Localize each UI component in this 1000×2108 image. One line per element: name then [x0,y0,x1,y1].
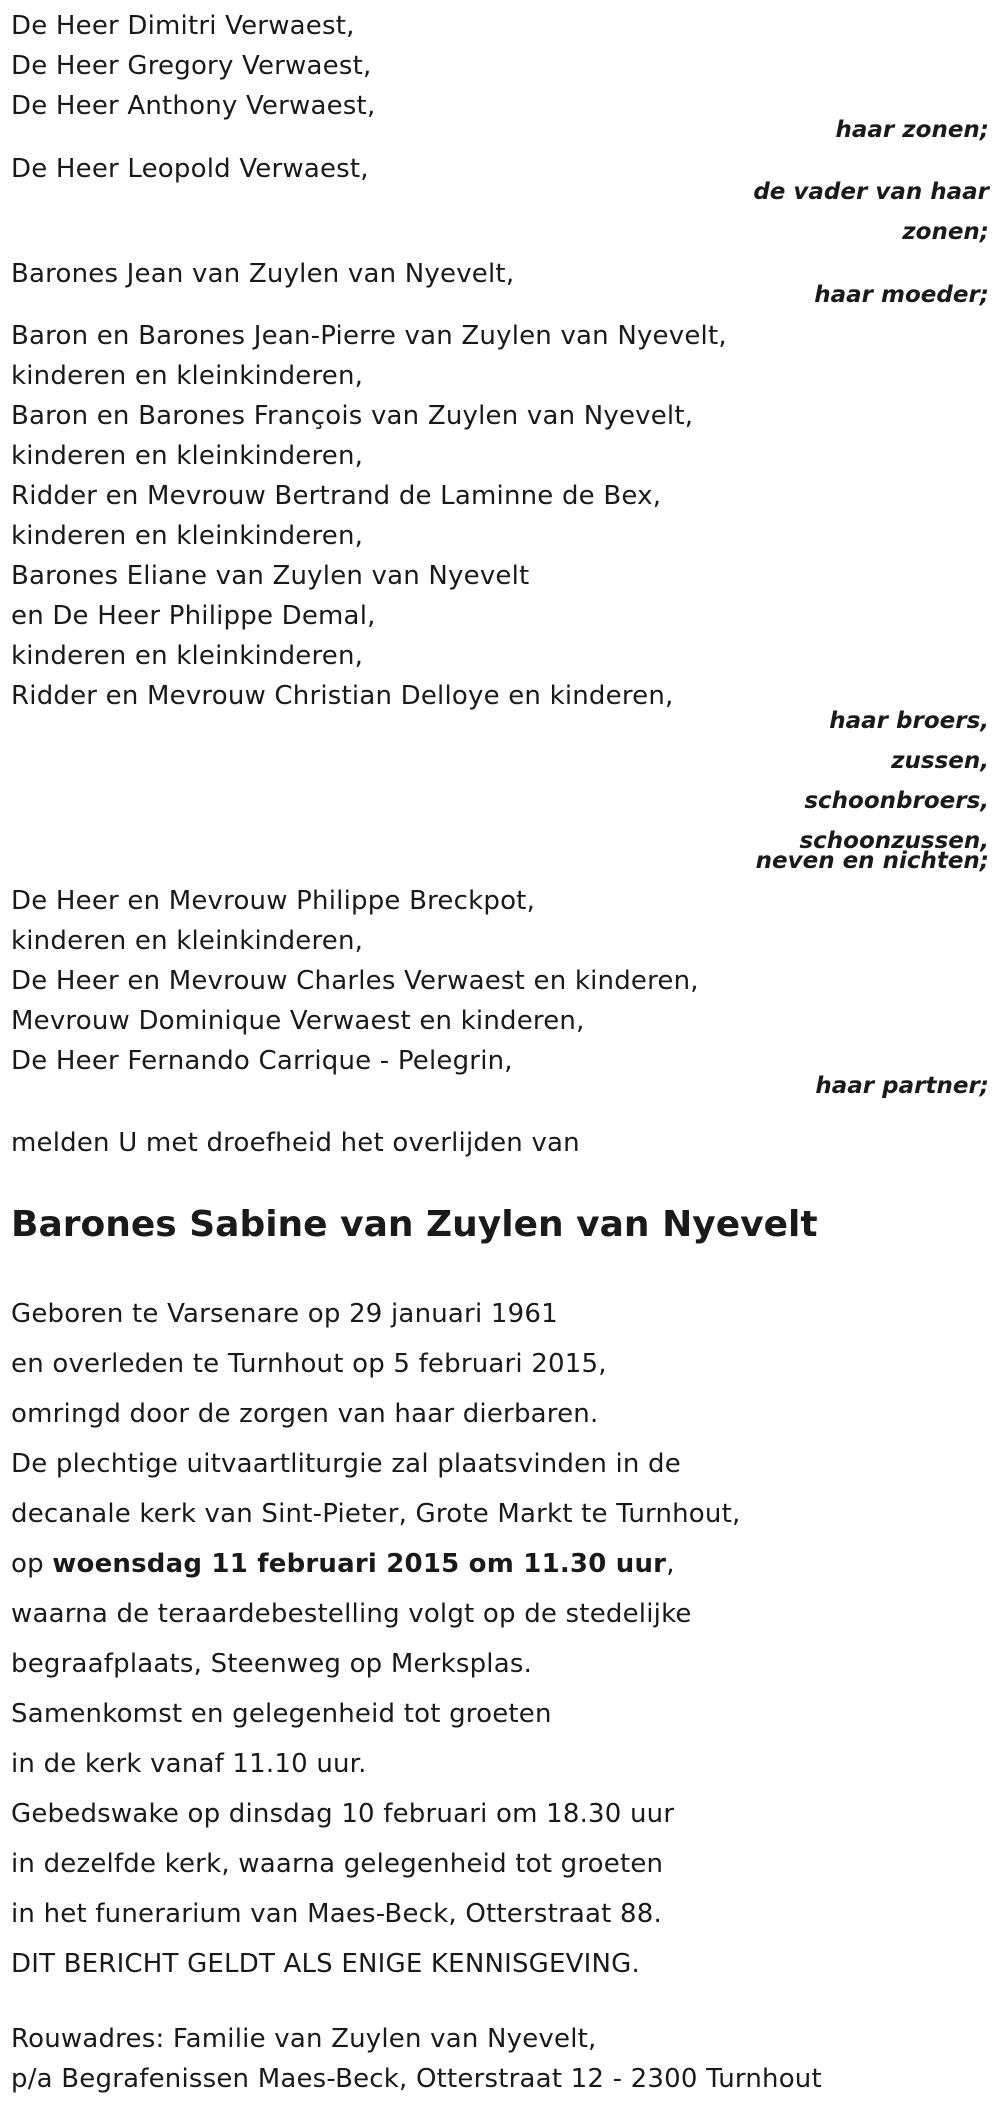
relation-label: haar partner; [815,1073,989,1099]
relation-label: neven en nichten; [755,848,989,874]
relation-label: schoonbroers, [804,788,989,814]
family-line: Barones Eliane van Zuylen van Nyevelt [11,561,530,591]
family-line: Baron en Barones François van Zuylen van Nyevelt, [11,401,694,431]
family-line: Mevrouw Dominique Verwaest en kinderen, [11,1006,585,1036]
relation-label: haar moeder; [814,282,989,308]
detail-line: en overleden te Turnhout op 5 februari 2015, [11,1349,607,1379]
detail-line: DIT BERICHT GELDT ALS ENIGE KENNISGEVING. [11,1949,640,1979]
family-line: kinderen en kleinkinderen, [11,361,364,391]
relation-label: zussen, [891,748,989,774]
relation-label: zonen; [902,219,989,245]
family-line: kinderen en kleinkinderen, [11,926,364,956]
relation-label: haar broers, [829,708,989,734]
address-line: p/a Begrafenissen Maes-Beck, Otterstraat 12 - 2300 Turnhout [11,2064,822,2094]
family-line: Ridder en Mevrouw Christian Delloye en kinderen, [11,681,674,711]
detail-line: decanale kerk van Sint-Pieter, Grote Markt te Turnhout, [11,1499,741,1529]
family-line: Barones Jean van Zuylen van Nyevelt, [11,259,515,289]
detail-line: Samenkomst en gelegenheid tot groeten [11,1699,552,1729]
family-line: De Heer en Mevrouw Charles Verwaest en kinderen, [11,966,699,996]
detail-line: in dezelfde kerk, waarna gelegenheid tot groeten [11,1849,664,1879]
family-line: en De Heer Philippe Demal, [11,601,376,631]
family-line: De Heer Fernando Carrique - Pelegrin, [11,1046,513,1076]
detail-line: begraafplaats, Steenweg op Merksplas. [11,1649,533,1679]
deceased-name: Barones Sabine van Zuylen van Nyevelt [11,1204,818,1245]
family-line: De Heer Anthony Verwaest, [11,91,376,121]
family-line: De Heer en Mevrouw Philippe Breckpot, [11,886,536,916]
family-line: Baron en Barones Jean-Pierre van Zuylen van Nyevelt, [11,321,727,351]
relation-label: de vader van haar [753,179,989,205]
relation-label: haar zonen; [835,117,989,143]
detail-line: omringd door de zorgen van haar dierbaren. [11,1399,599,1429]
detail-line: in het funerarium van Maes-Beck, Otterstraat 88. [11,1899,662,1929]
date-suffix: , [666,1549,675,1579]
detail-line: Gebedswake op dinsdag 10 februari om 18.30 uur [11,1799,675,1829]
family-line: kinderen en kleinkinderen, [11,641,364,671]
family-line: kinderen en kleinkinderen, [11,441,364,471]
family-line: De Heer Gregory Verwaest, [11,51,372,81]
detail-line: De plechtige uitvaartliturgie zal plaatsvinden in de [11,1449,681,1479]
ceremony-date: woensdag 11 februari 2015 om 11.30 uur [52,1549,667,1579]
family-line: Ridder en Mevrouw Bertrand de Laminne de Bex, [11,481,662,511]
date-prefix: op [11,1549,53,1579]
relation-label: schoonzussen, [799,828,989,854]
ceremony-date-line [11,1548,675,1580]
family-line: De Heer Leopold Verwaest, [11,154,369,184]
family-line: kinderen en kleinkinderen, [11,521,364,551]
address-line: Rouwadres: Familie van Zuylen van Nyevelt, [11,2024,597,2054]
family-line: De Heer Dimitri Verwaest, [11,11,355,41]
detail-line: in de kerk vanaf 11.10 uur. [11,1749,367,1779]
detail-line: Geboren te Varsenare op 29 januari 1961 [11,1299,558,1329]
detail-line: waarna de teraardebestelling volgt op de stedelijke [11,1599,692,1629]
announcement-intro: melden U met droefheid het overlijden van [11,1128,580,1158]
